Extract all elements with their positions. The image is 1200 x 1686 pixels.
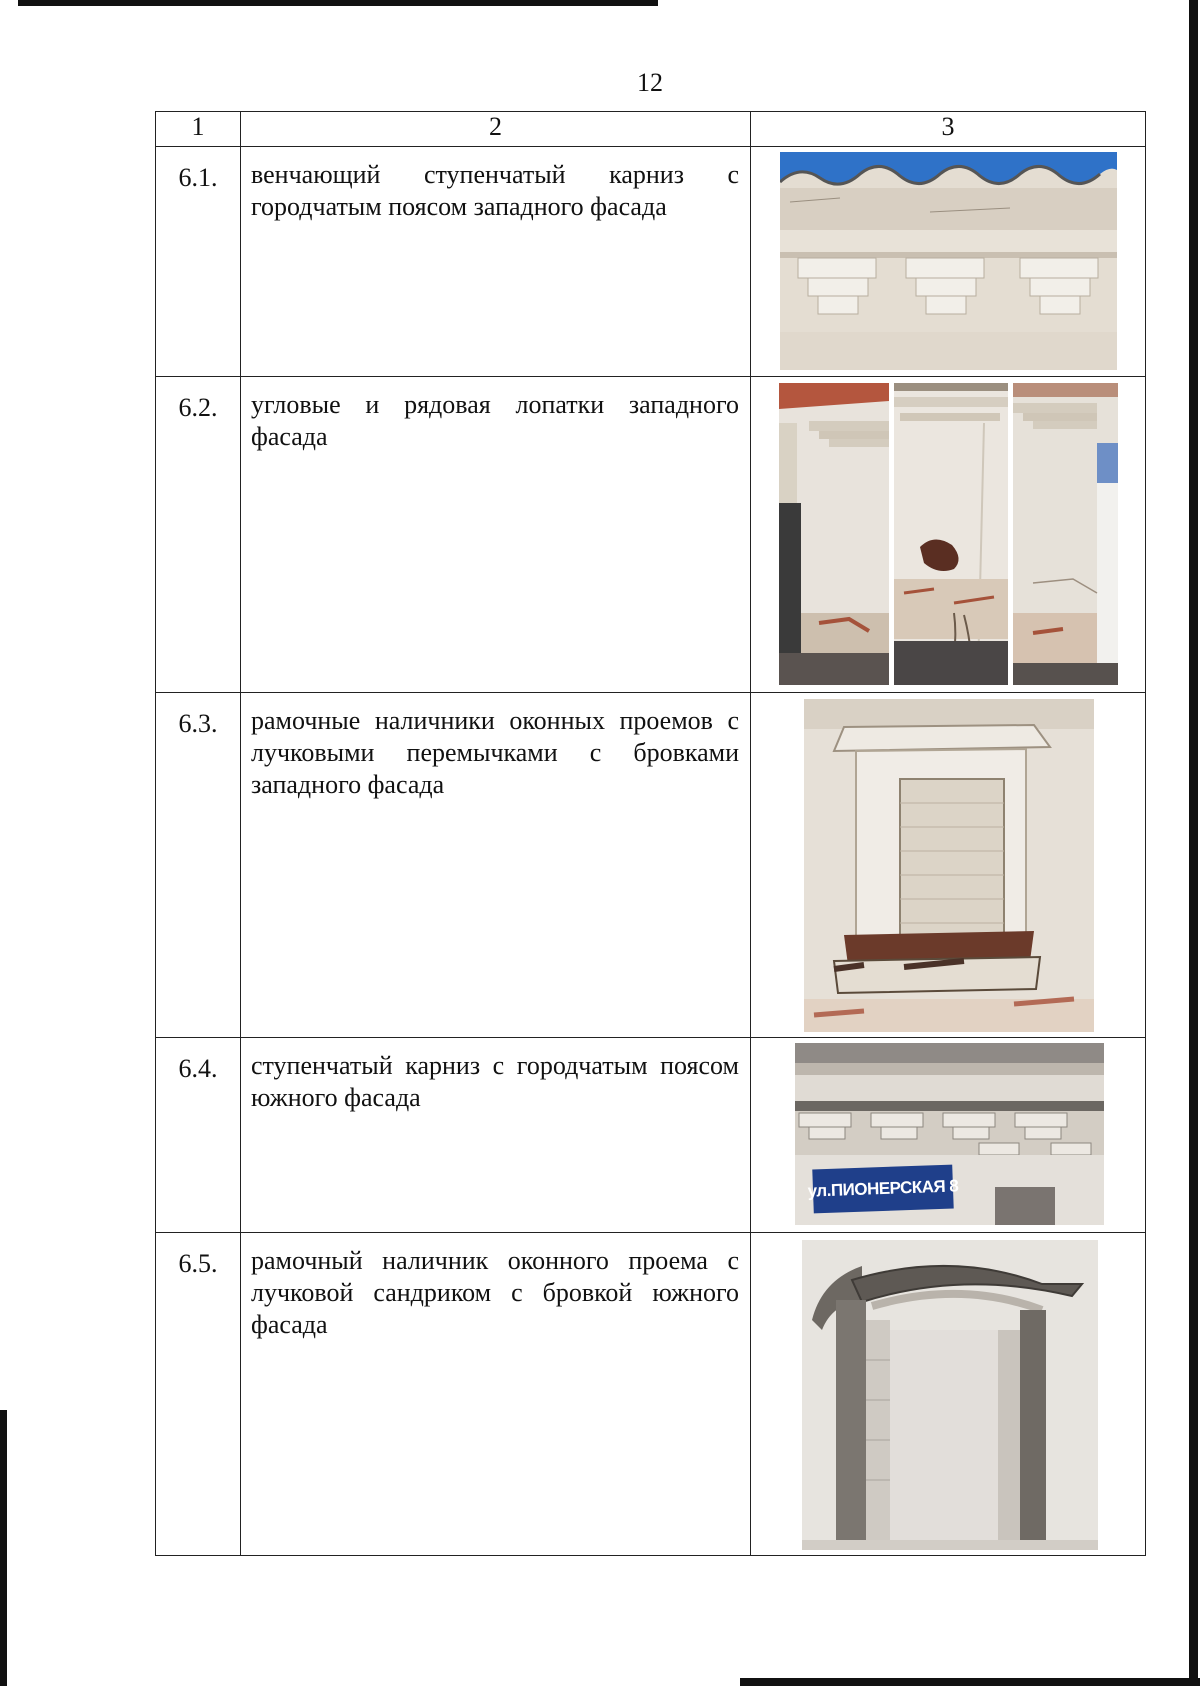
- photo-row-pilaster: [894, 383, 1008, 685]
- photo-cell: [751, 693, 1146, 1038]
- row-number: 6.5.: [156, 1233, 241, 1556]
- photo-cell: [751, 147, 1146, 377]
- photo-corner-pilaster-left: [779, 383, 889, 685]
- photo-cell: [751, 377, 1146, 693]
- table-header-row: [156, 112, 1146, 147]
- row-number: 6.2.: [156, 377, 241, 693]
- scan-border-right: [1189, 0, 1198, 1686]
- scan-border-bottom: [740, 1678, 1200, 1686]
- column-header: 2: [241, 112, 751, 147]
- row-number: 6.1.: [156, 147, 241, 377]
- column-header: 1: [156, 112, 241, 147]
- row-description: ступенчатый карниз с городчатым поясом южного фасада: [241, 1038, 751, 1233]
- table-row: [156, 377, 1146, 693]
- row-description: угловые и рядовая лопатки западного фасада: [241, 377, 751, 693]
- row-number: 6.3.: [156, 693, 241, 1038]
- table-row: [156, 147, 1146, 377]
- row-number: 6.4.: [156, 1038, 241, 1233]
- table-row: [156, 1233, 1146, 1556]
- photo-cell: [751, 1038, 1146, 1233]
- table-row: [156, 693, 1146, 1038]
- scan-border-left: [0, 1410, 7, 1686]
- row-description: рамочные наличники оконных проемов с лучковыми перемычками с бровками западного фасада: [241, 693, 751, 1038]
- photo-corner-pilaster-right: [1013, 383, 1118, 685]
- row-description: рамочный наличник оконного проема с лучковой сандриком с бровкой южного фасада: [241, 1233, 751, 1556]
- street-sign-text: ул.ПИОНЕРСКАЯ 8: [807, 1176, 959, 1201]
- facade-elements-table: [155, 111, 1146, 1556]
- column-header: 3: [751, 112, 1146, 147]
- photo-cornice-west: [780, 152, 1117, 370]
- photo-cornice-south: [795, 1043, 1104, 1225]
- page-number: 12: [637, 68, 663, 97]
- photo-window-frame-south: [802, 1240, 1098, 1550]
- scan-border-top: [18, 0, 658, 6]
- photo-cell: [751, 1233, 1146, 1556]
- street-sign: [807, 1165, 959, 1214]
- photo-window-frame-west: [804, 699, 1094, 1032]
- table-row: [156, 1038, 1146, 1233]
- row-description: венчающий ступенчатый карниз с городчатым поясом западного фасада: [241, 147, 751, 377]
